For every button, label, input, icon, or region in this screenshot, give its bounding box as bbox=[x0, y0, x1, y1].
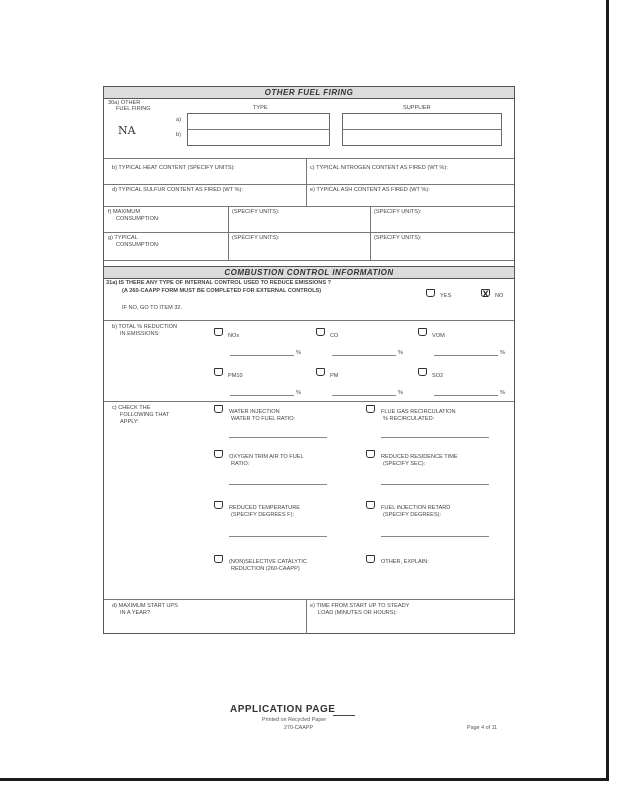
check-label: c) CHECK THE bbox=[112, 405, 151, 411]
footer-title-rule bbox=[333, 715, 355, 716]
row-divider bbox=[104, 158, 514, 159]
nitrogen-content-label: c) TYPICAL NITROGEN CONTENT AS FIRED (WT %): bbox=[310, 165, 448, 171]
flue-gas-label-2: % RECIRCULATED: bbox=[383, 416, 435, 422]
page-number: Page 4 of 11 bbox=[467, 725, 498, 731]
heat-content-label: b) TYPICAL HEAT CONTENT (SPECIFY UNITS): bbox=[112, 165, 235, 171]
co-pct: % bbox=[398, 350, 403, 356]
oxygen-trim-label-2: RATIO: bbox=[231, 461, 250, 467]
q31a-note: (A 260-CAAPP FORM MUST BE COMPLETED FOR EXTERNAL CONTROLS) bbox=[122, 288, 322, 294]
row-divider bbox=[104, 320, 514, 321]
col-divider bbox=[228, 206, 229, 260]
row-b-label: b) bbox=[176, 132, 181, 138]
max-consumption-label-2: CONSUMPTION: bbox=[116, 216, 160, 222]
sulfur-content-label: d) TYPICAL SULFUR CONTENT AS FIRED (WT %): bbox=[112, 187, 243, 193]
item-30a-label-2: FUEL FIRING bbox=[116, 106, 151, 112]
time-steady-label-2: LOAD (MINUTES OR HOURS): bbox=[318, 610, 397, 616]
vom-label: VOM bbox=[432, 333, 445, 339]
fuel-injection-field[interactable] bbox=[381, 536, 489, 537]
so2-label: SO2 bbox=[432, 373, 444, 379]
water-ratio-field[interactable] bbox=[229, 437, 327, 438]
footer-form-id: 270-CAAPP bbox=[284, 725, 314, 731]
co-checkbox[interactable] bbox=[316, 328, 325, 336]
col-divider bbox=[306, 158, 307, 184]
catalytic-label-2: REDUCTION (260-CAAPP) bbox=[231, 566, 300, 572]
flue-gas-checkbox[interactable] bbox=[366, 405, 375, 413]
typ-units-1: (SPECIFY UNITS): bbox=[232, 235, 280, 241]
fuel-injection-label-2: (SPECIFY DEGREES): bbox=[383, 512, 442, 518]
combustion-header: COMBUSTION CONTROL INFORMATION bbox=[104, 266, 514, 279]
co-pct-field[interactable] bbox=[332, 355, 396, 356]
row-divider bbox=[104, 232, 514, 233]
residence-time-label-2: (SPECIFY SEC): bbox=[383, 461, 426, 467]
row-divider bbox=[104, 206, 514, 207]
row-divider bbox=[104, 401, 514, 402]
oxygen-trim-label: OXYGEN TRIM AIR TO FUEL bbox=[229, 454, 304, 460]
reduced-temp-label-2: (SPECIFY DEGREES F): bbox=[231, 512, 294, 518]
no-label: NO bbox=[495, 293, 504, 299]
pm-label: PM bbox=[330, 373, 339, 379]
reduction-label-2: IN EMISSIONS: bbox=[120, 331, 160, 337]
nox-pct-field[interactable] bbox=[230, 355, 294, 356]
pm-checkbox[interactable] bbox=[316, 368, 325, 376]
other-checkbox[interactable] bbox=[366, 555, 375, 563]
so2-pct-field[interactable] bbox=[434, 395, 498, 396]
footer-subtitle: Printed on Recycled Paper bbox=[262, 717, 327, 723]
max-units-1: (SPECIFY UNITS): bbox=[232, 209, 280, 215]
nox-checkbox[interactable] bbox=[214, 328, 223, 336]
fuel-injection-checkbox[interactable] bbox=[366, 501, 375, 509]
catalytic-checkbox[interactable] bbox=[214, 555, 223, 563]
fuel-type-divider bbox=[187, 129, 330, 130]
pm10-pct: % bbox=[296, 390, 301, 396]
residence-time-field[interactable] bbox=[381, 484, 489, 485]
scan-border-bottom bbox=[0, 778, 609, 781]
flue-gas-field[interactable] bbox=[381, 437, 489, 438]
oxygen-trim-field[interactable] bbox=[229, 484, 327, 485]
reduced-temp-label: REDUCED TEMPERATURE bbox=[229, 505, 300, 511]
reduced-temp-field[interactable] bbox=[229, 536, 327, 537]
check-label-3: APPLY: bbox=[120, 419, 139, 425]
so2-pct: % bbox=[500, 390, 505, 396]
check-label-2: FOLLOWING THAT bbox=[120, 412, 170, 418]
vom-pct-field[interactable] bbox=[434, 355, 498, 356]
row-divider bbox=[104, 184, 514, 185]
row-divider bbox=[104, 599, 514, 600]
flue-gas-label: FLUE GAS RECIRCULATION bbox=[381, 409, 456, 415]
residence-time-checkbox[interactable] bbox=[366, 450, 375, 458]
nox-pct: % bbox=[296, 350, 301, 356]
max-startups-label: d) MAXIMUM START UPS bbox=[112, 603, 178, 609]
row-a-label: a) bbox=[176, 117, 181, 123]
footer-title: APPLICATION PAGE bbox=[230, 704, 336, 715]
q31a-label: 31a) IS THERE ANY TYPE OF INTERNAL CONTROL USED TO REDUCE EMISSIONS ? bbox=[106, 280, 332, 286]
col-divider bbox=[370, 206, 371, 260]
water-injection-label: WATER INJECTION bbox=[229, 409, 280, 415]
pm10-checkbox[interactable] bbox=[214, 368, 223, 376]
no-checkbox[interactable]: X bbox=[482, 289, 489, 299]
yes-checkbox[interactable] bbox=[426, 289, 435, 297]
yes-label: YES bbox=[440, 293, 452, 299]
fuel-injection-label: FUEL INJECTION RETARD bbox=[381, 505, 451, 511]
pm-pct: % bbox=[398, 390, 403, 396]
if-no-label: IF NO, GO TO ITEM 32. bbox=[122, 305, 183, 311]
max-consumption-label: f) MAXIMUM bbox=[108, 209, 141, 215]
pm10-label: PM10 bbox=[228, 373, 243, 379]
co-label: CO bbox=[330, 333, 339, 339]
other-fuel-header: OTHER FUEL FIRING bbox=[104, 87, 514, 99]
ash-content-label: e) TYPICAL ASH CONTENT AS FIRED (WT %): bbox=[310, 187, 430, 193]
vom-checkbox[interactable] bbox=[418, 328, 427, 336]
col-supplier-label: SUPPLIER bbox=[403, 105, 431, 111]
scan-border-right bbox=[606, 0, 609, 780]
nox-label: NOx bbox=[228, 333, 240, 339]
so2-checkbox[interactable] bbox=[418, 368, 427, 376]
typ-units-2: (SPECIFY UNITS): bbox=[374, 235, 422, 241]
item-30a-label: 30a) OTHER bbox=[108, 100, 141, 106]
fuel-supplier-divider bbox=[342, 129, 502, 130]
col-type-label: TYPE bbox=[253, 105, 268, 111]
time-steady-label: e) TIME FROM START UP TO STEADY bbox=[310, 603, 410, 609]
other-label: OTHER, EXPLAIN: bbox=[381, 559, 429, 565]
water-injection-checkbox[interactable] bbox=[214, 405, 223, 413]
pm-pct-field[interactable] bbox=[332, 395, 396, 396]
section-divider bbox=[104, 260, 514, 261]
vom-pct: % bbox=[500, 350, 505, 356]
max-startups-label-2: IN A YEAR? bbox=[120, 610, 151, 616]
handwritten-na: NA bbox=[118, 124, 136, 137]
residence-time-label: REDUCED RESIDENCE TIME bbox=[381, 454, 458, 460]
col-divider bbox=[306, 184, 307, 206]
water-injection-label-2: WATER TO FUEL RATIO: bbox=[231, 416, 296, 422]
col-divider bbox=[306, 599, 307, 634]
reduced-temp-checkbox[interactable] bbox=[214, 501, 223, 509]
pm10-pct-field[interactable] bbox=[230, 395, 294, 396]
typ-consumption-label: g) TYPICAL bbox=[108, 235, 138, 241]
oxygen-trim-checkbox[interactable] bbox=[214, 450, 223, 458]
max-units-2: (SPECIFY UNITS): bbox=[374, 209, 422, 215]
catalytic-label: (NON)SELECTIVE CATALYTIC bbox=[229, 559, 308, 565]
reduction-label: b) TOTAL % REDUCTION bbox=[112, 324, 178, 330]
typ-consumption-label-2: CONSUMPTION: bbox=[116, 242, 160, 248]
